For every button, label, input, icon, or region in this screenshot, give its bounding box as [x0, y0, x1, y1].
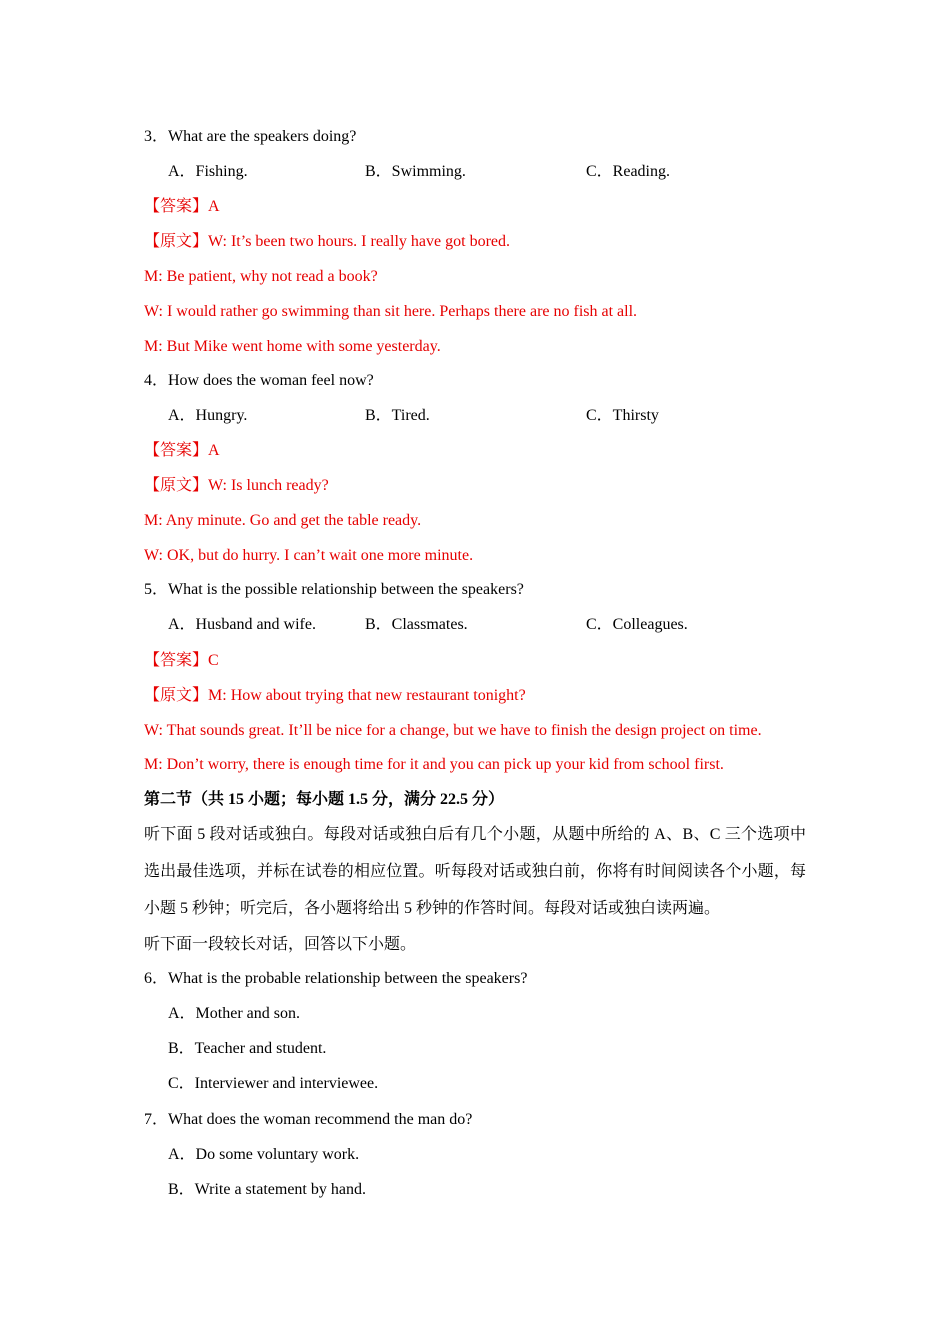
- section-2-instructions: 听下面 5 段对话或独白。每段对话或独白后有几个小题，从题中所给的 A、B、C 三个选项中选出最佳选项，并标在试卷的相应位置。听每段对话或独白前，你将有时间阅读各个小题，每小题 5 秒钟；听完后，各小题将给出 5 秒钟的作答时间。每段对话或独白读两遍。: [144, 826, 806, 917]
- q4-option-b: B．Tired.: [365, 407, 430, 424]
- q5-transcript-line-1: [144, 686, 526, 706]
- q5-answer: [144, 651, 219, 671]
- q5-option-c: C．Colleagues.: [586, 616, 688, 633]
- q3-option-a: A．Fishing.: [168, 163, 248, 180]
- q6-option-b: B．Teacher and student.: [168, 1040, 327, 1057]
- answer-value: A: [208, 442, 220, 459]
- q4-transcript-line-1: [144, 476, 329, 496]
- answer-label: 【答案】: [144, 442, 209, 459]
- q5-transcript-line-3: M: Don’t worry, there is enough time for it and you can pick up your kid from school first.: [144, 756, 724, 773]
- q7-option-b: B．Write a statement by hand.: [168, 1181, 366, 1198]
- question-5: 5．What is the possible relationship between the speakers?: [144, 581, 524, 598]
- q4-option-a: A．Hungry.: [168, 407, 248, 424]
- q4-transcript-line-3: W: OK, but do hurry. I can’t wait one more minute.: [144, 547, 474, 564]
- q4-option-c: C．Thirsty: [586, 407, 659, 424]
- q3-option-c: C．Reading.: [586, 163, 670, 180]
- section-2-lead: 听下面一段较长对话，回答以下小题。: [144, 936, 417, 953]
- transcript-label: 【原文】: [144, 233, 209, 250]
- q6-option-c: C．Interviewer and interviewee.: [168, 1075, 379, 1092]
- question-3: 3．What are the speakers doing?: [144, 128, 357, 145]
- question-7: 7．What does the woman recommend the man do?: [144, 1111, 473, 1128]
- answer-label: 【答案】: [144, 652, 209, 669]
- transcript-text: M: How about trying that new restaurant tonight?: [208, 687, 526, 704]
- q3-transcript-line-1: [144, 232, 510, 252]
- q4-transcript-line-2: M: Any minute. Go and get the table ready.: [144, 512, 422, 529]
- question-4: 4．How does the woman feel now?: [144, 372, 374, 389]
- section-2-heading: 第二节（共 15 小题；每小题 1.5 分，满分 22.5 分）: [144, 791, 505, 808]
- q5-transcript-line-2: W: That sounds great. It’ll be nice for a change, but we have to finish the design project on time.: [144, 722, 762, 739]
- question-6: 6．What is the probable relationship between the speakers?: [144, 970, 528, 987]
- q3-transcript-line-2: M: Be patient, why not read a book?: [144, 268, 378, 285]
- answer-value: A: [208, 198, 220, 215]
- answer-value: C: [208, 652, 219, 669]
- q5-option-a: A．Husband and wife.: [168, 616, 316, 633]
- q5-option-b: B．Classmates.: [365, 616, 468, 633]
- q3-transcript-line-3: W: I would rather go swimming than sit here. Perhaps there are no fish at all.: [144, 303, 638, 320]
- q7-option-a: A．Do some voluntary work.: [168, 1146, 360, 1163]
- q3-transcript-line-4: M: But Mike went home with some yesterday.: [144, 338, 441, 355]
- answer-label: 【答案】: [144, 198, 209, 215]
- q3-option-b: B．Swimming.: [365, 163, 466, 180]
- q6-option-a: A．Mother and son.: [168, 1005, 300, 1022]
- transcript-label: 【原文】: [144, 687, 209, 704]
- q4-answer: [144, 441, 220, 461]
- q3-answer: [144, 197, 220, 217]
- transcript-label: 【原文】: [144, 477, 209, 494]
- transcript-text: W: Is lunch ready?: [208, 477, 329, 494]
- transcript-text: W: It’s been two hours. I really have got bored.: [208, 233, 510, 250]
